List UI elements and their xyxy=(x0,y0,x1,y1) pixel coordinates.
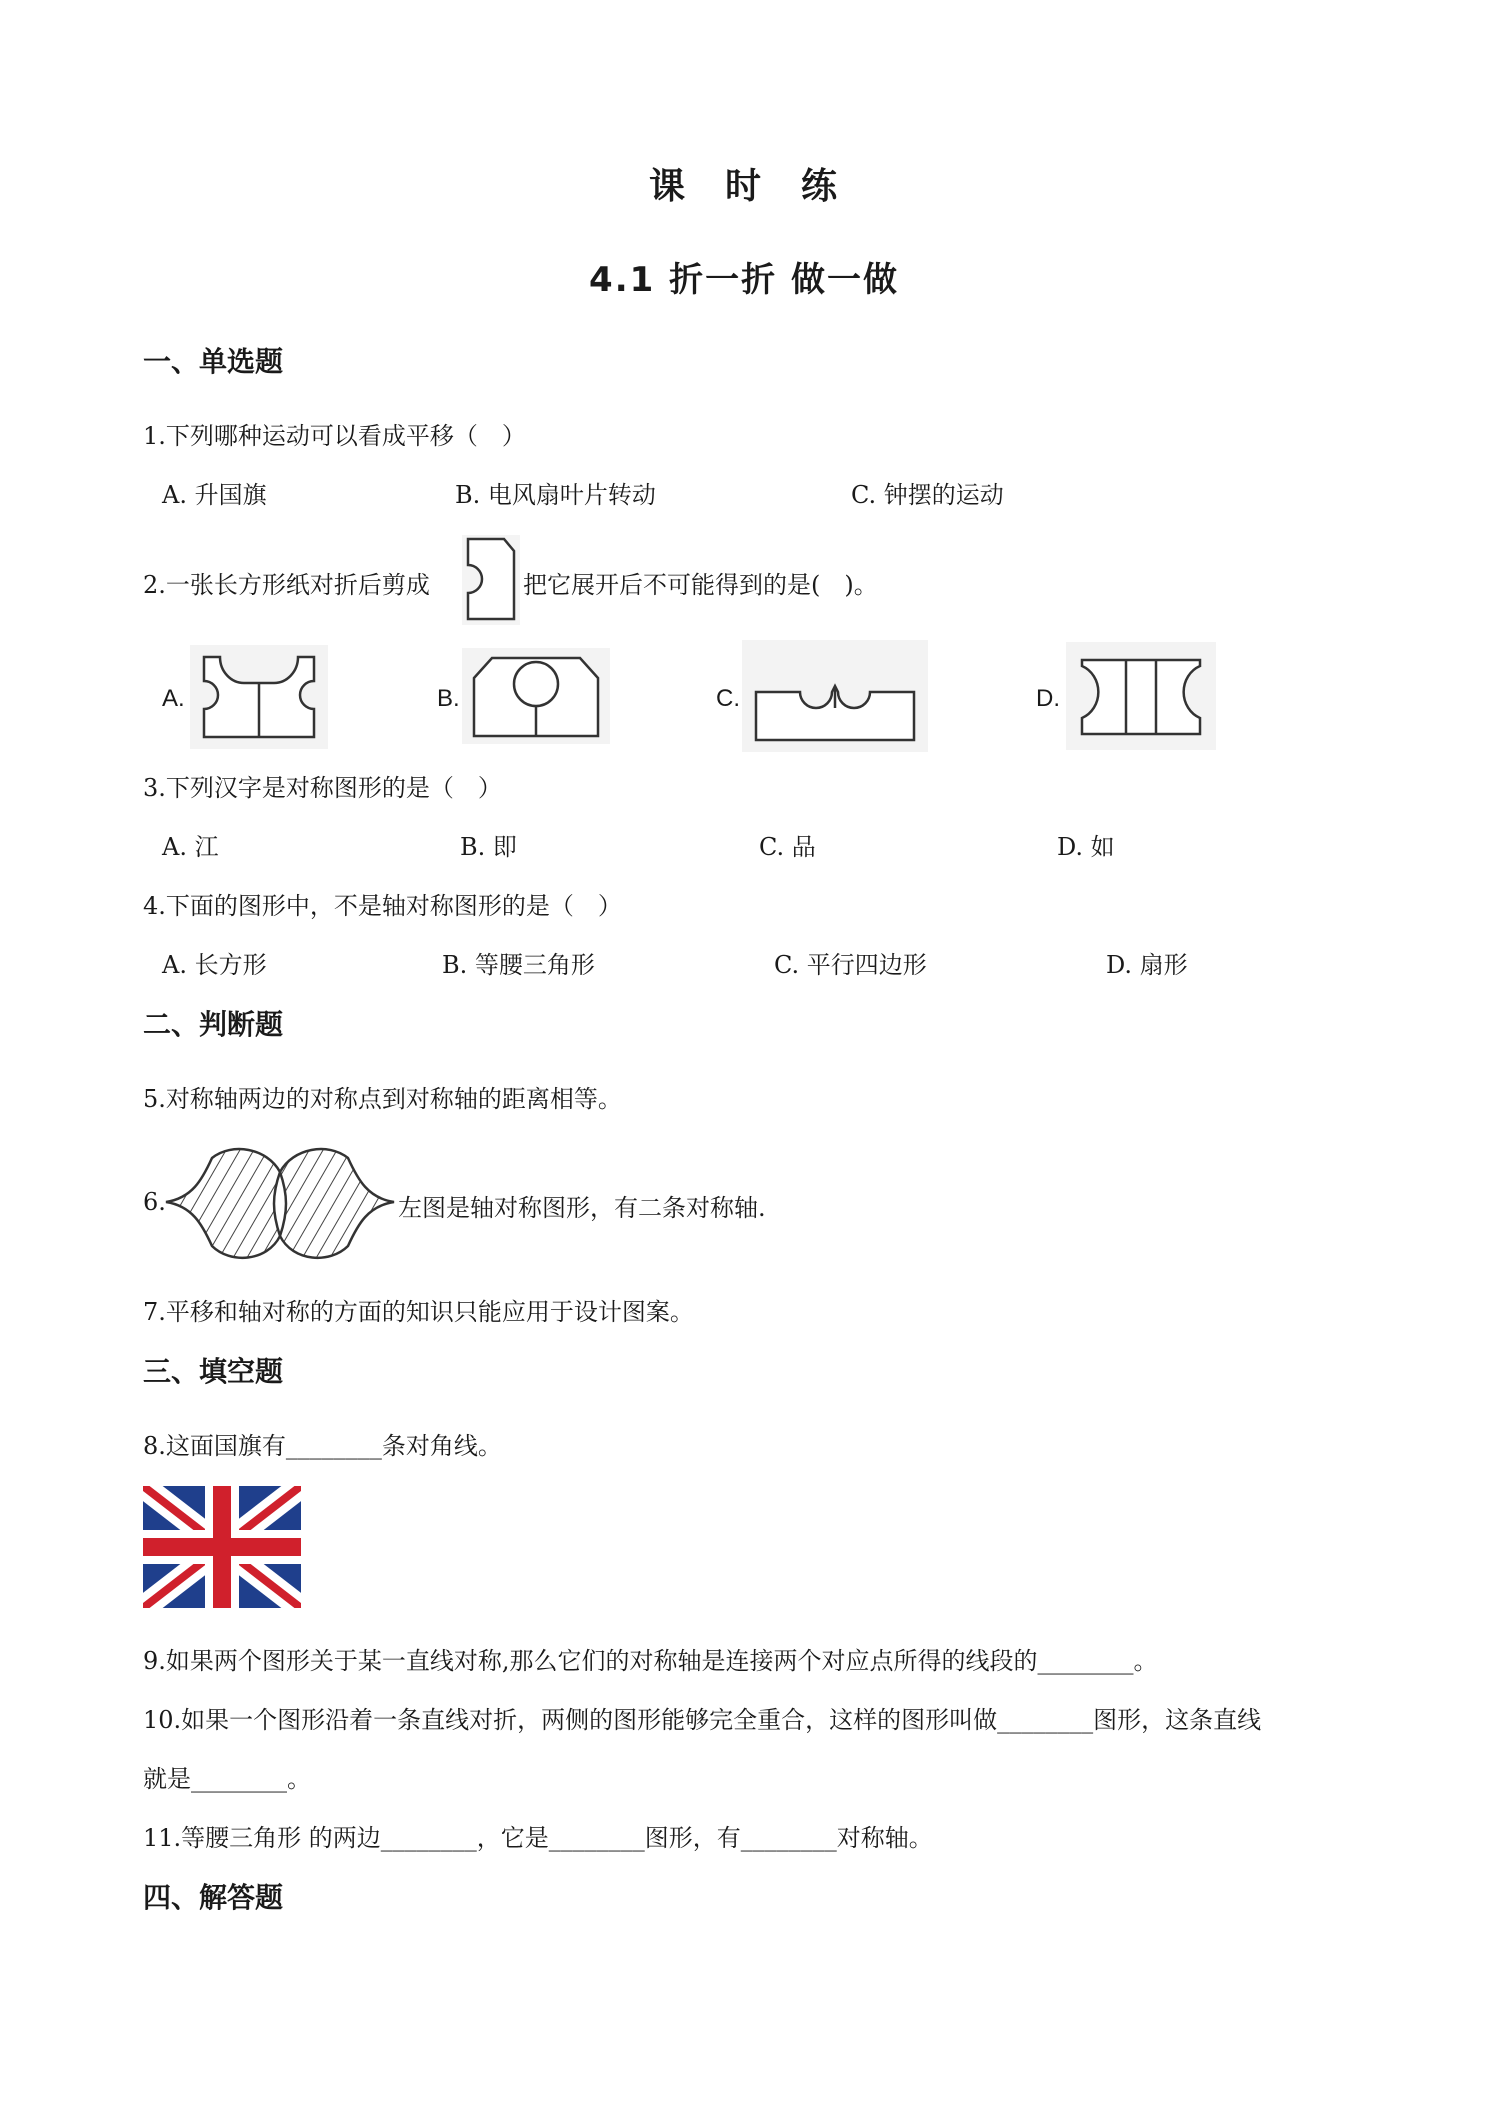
q2-option-a-figure[interactable] xyxy=(190,645,328,749)
q3-option-b[interactable]: B. 即 xyxy=(460,833,517,861)
section-heading-fill-blank: 三、填空题 xyxy=(143,1355,284,1388)
page-title: 课 时 练 xyxy=(648,166,839,207)
section-heading-answer: 四、解答题 xyxy=(143,1881,284,1914)
q3-option-d[interactable]: D. 如 xyxy=(1057,833,1115,861)
q2-option-c-figure[interactable] xyxy=(742,640,928,752)
q4-option-d[interactable]: D. 扇形 xyxy=(1106,951,1188,979)
q1-option-c[interactable]: C. 钟摆的运动 xyxy=(851,481,1004,509)
section-heading-single-choice: 一、单选题 xyxy=(143,345,284,378)
question-2-text-after: 把它展开后不可能得到的是( )。 xyxy=(523,571,878,599)
question-2-text-before: 2.一张长方形纸对折后剪成 xyxy=(143,571,430,599)
question-9: 9.如果两个图形关于某一直线对称,那么它们的对称轴是连接两个对应点所得的线段的________。 xyxy=(143,1647,1158,1675)
q2-option-b-label[interactable]: B. xyxy=(437,685,460,712)
q3-option-a[interactable]: A. 江 xyxy=(162,833,219,861)
q2-option-d-figure[interactable] xyxy=(1066,642,1216,750)
q6-butterfly-figure xyxy=(162,1140,398,1268)
lesson-title: 4.1 折一折 做一做 xyxy=(589,260,899,300)
q4-option-c[interactable]: C. 平行四边形 xyxy=(774,951,927,979)
q2-option-d-label[interactable]: D. xyxy=(1036,685,1060,712)
question-6-label: 6. xyxy=(143,1188,166,1216)
q1-option-a[interactable]: A. 升国旗 xyxy=(162,481,267,509)
q2-cut-shape-figure xyxy=(462,535,520,625)
q3-option-c[interactable]: C. 品 xyxy=(759,833,816,861)
question-8: 8.这面国旗有________条对角线。 xyxy=(143,1432,502,1460)
question-1: 1.下列哪种运动可以看成平移（ ） xyxy=(143,422,526,450)
section-heading-true-false: 二、判断题 xyxy=(143,1008,284,1041)
q1-option-b[interactable]: B. 电风扇叶片转动 xyxy=(455,481,656,509)
q4-option-a[interactable]: A. 长方形 xyxy=(162,951,267,979)
question-10-line-1: 10.如果一个图形沿着一条直线对折，两侧的图形能够完全重合，这样的图形叫做________图形，这条直线 xyxy=(143,1706,1262,1734)
q2-option-c-label[interactable]: C. xyxy=(716,685,740,712)
question-10-line-2: 就是________。 xyxy=(143,1765,311,1793)
question-4: 4.下面的图形中，不是轴对称图形的是（ ） xyxy=(143,892,622,920)
q4-option-b[interactable]: B. 等腰三角形 xyxy=(442,951,595,979)
question-7: 7.平移和轴对称的方面的知识只能应用于设计图案。 xyxy=(143,1298,694,1326)
question-3: 3.下列汉字是对称图形的是（ ） xyxy=(143,774,502,802)
question-6-text: 左图是轴对称图形，有二条对称轴. xyxy=(398,1194,766,1222)
q2-option-b-figure[interactable] xyxy=(462,648,610,744)
union-jack-flag-image xyxy=(143,1486,301,1608)
question-11: 11.等腰三角形 的两边________，它是________图形，有________对称轴。 xyxy=(143,1824,933,1852)
question-5: 5.对称轴两边的对称点到对称轴的距离相等。 xyxy=(143,1085,622,1113)
q2-option-a-label[interactable]: A. xyxy=(162,685,185,712)
